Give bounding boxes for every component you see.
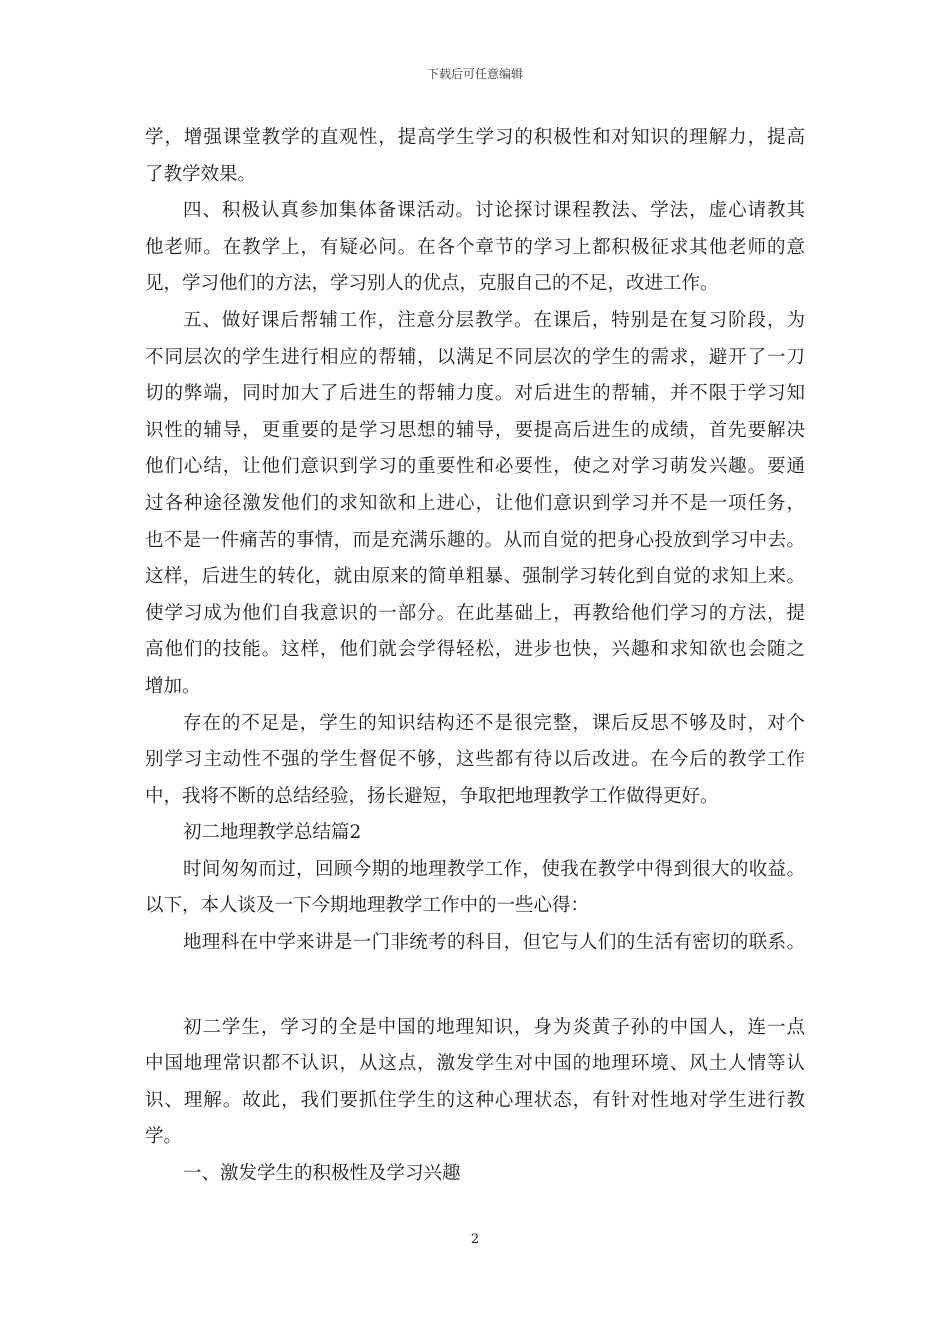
text-line: 中，我将不断的总结经验，扬长避短，争取把地理教学工作做得更好。 <box>145 785 719 807</box>
text-line: 学。 <box>145 1126 183 1148</box>
text-line: 以下，本人谈及一下今期地理教学工作中的一些心得： <box>145 895 590 917</box>
text-line: 存在的不足是，学生的知识结构还不是很完整，课后反思不够及时，对个 <box>183 712 805 734</box>
text-line: 时间匆匆而过，回顾今期的地理教学工作，使我在教学中得到很大的收益。 <box>183 858 805 880</box>
text-line: 别学习主动性不强的学生督促不够，这些都有待以后改进。在今后的教学工作 <box>145 749 805 771</box>
section-heading: 初二地理教学总结篇2 <box>183 822 362 844</box>
document-body <box>145 120 805 1193</box>
text-line: 见，学习他们的方法，学习别人的优点，克服自己的不足，改进工作。 <box>145 273 719 295</box>
text-line: 过各种途径激发他们的求知欲和上进心，让他们意识到学习并不是一项任务， <box>145 492 805 514</box>
blank-spacer <box>145 962 805 1010</box>
text-line: 了教学效果。 <box>145 163 257 185</box>
text-line: 识、理解。故此，我们要抓住学生的这种心理状态，有针对性地对学生进行教 <box>145 1089 805 1111</box>
page-header: 下载后可任意编辑 <box>426 67 523 81</box>
text-line: 初二学生，学习的全是中国的地理知识，身为炎黄子孙的中国人，连一点 <box>183 1016 805 1038</box>
text-line: 他老师。在教学上，有疑必问。在各个章节的学习上都积极征求其他老师的意 <box>145 236 805 258</box>
text-line: 识性的辅导，更重要的是学习思想的辅导，要提高后进生的成绩，首先要解决 <box>145 419 805 441</box>
text-line: 高他们的技能。这样，他们就会学得轻松，进步也快，兴趣和求知欲也会随之 <box>145 639 805 661</box>
text-line: 切的弊端，同时加大了后进生的帮辅力度。对后进生的帮辅，并不限于学习知 <box>145 383 805 405</box>
page-number: 2 <box>470 1232 480 1247</box>
text-line: 使学习成为他们自我意识的一部分。在此基础上，再教给他们学习的方法，提 <box>145 602 805 624</box>
text-line: 不同层次的学生进行相应的帮辅，以满足不同层次的学生的需求，避开了一刀 <box>145 346 805 368</box>
text-line: 四、积极认真参加集体备课活动。讨论探讨课程教法、学法，虚心请教其 <box>183 200 805 222</box>
text-line: 这样，后进生的转化，就由原来的简单粗暴、强制学习转化到自觉的求知上来。 <box>145 566 805 588</box>
text-line: 增加。 <box>145 675 201 697</box>
text-line: 五、做好课后帮辅工作，注意分层教学。在课后，特别是在复习阶段，为 <box>183 309 805 331</box>
text-line: 中国地理常识都不认识，从这点，激发学生对中国的地理环境、风土人情等认 <box>145 1053 805 1075</box>
section-heading: 一、激发学生的积极性及学习兴趣 <box>183 1163 461 1185</box>
text-line: 地理科在中学来讲是一门非统考的科目，但它与人们的生活有密切的联系。 <box>183 932 805 954</box>
text-line: 学，增强课堂教学的直观性，提高学生学习的积极性和对知识的理解力，提高 <box>145 127 805 148</box>
text-line: 他们心结，让他们意识到学习的重要性和必要性，使之对学习萌发兴趣。要通 <box>145 456 805 478</box>
text-line: 也不是一件痛苦的事情，而是充满乐趣的。从而自觉的把身心投放到学习中去。 <box>145 529 805 551</box>
